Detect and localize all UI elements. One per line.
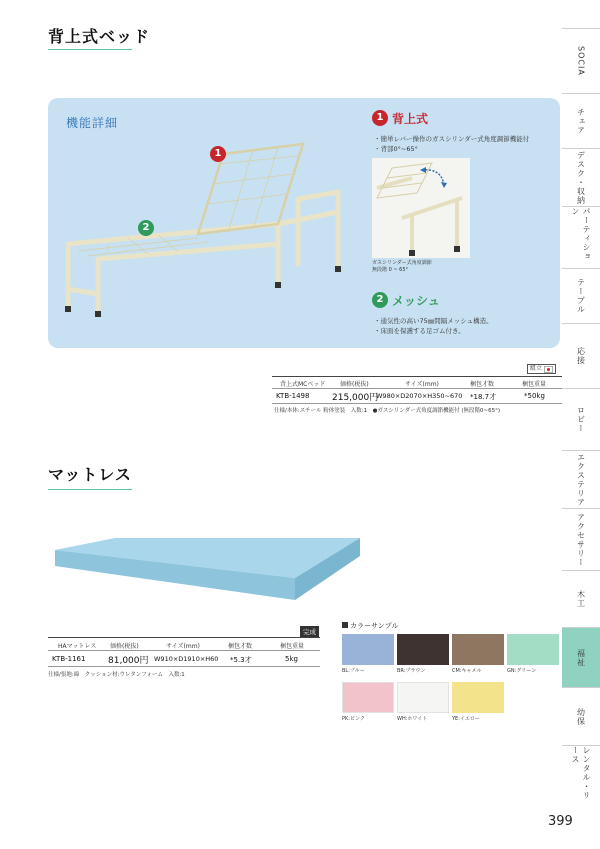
swatch-label: GN:グリーン: [507, 668, 537, 674]
package-volume: *18.7才: [470, 393, 497, 401]
mattress-image: [40, 520, 370, 610]
table-rule: [48, 637, 320, 638]
swatch-label: BR:ブラウン: [397, 668, 426, 674]
swatch-label: YE:イエロー: [452, 716, 480, 722]
swatch-green: [507, 634, 559, 665]
heading-underline: [48, 489, 132, 490]
page-number: 399: [548, 814, 573, 829]
spec-header: 梱包才数: [228, 643, 253, 650]
tab-welfare[interactable]: [562, 627, 600, 687]
heading-underline: [48, 49, 132, 50]
assembly-label: 組立: [530, 365, 543, 372]
tab-label: エクステリア: [576, 452, 586, 507]
tab-label: ロビー: [576, 406, 586, 433]
spec-note: 仕様/張地:綿 クッション材:ウレタンフォーム 入数:1: [48, 672, 185, 678]
spec-header: サイズ(mm): [166, 643, 200, 650]
product-code: KTB-1498: [276, 392, 310, 400]
price: 215,000円: [332, 393, 379, 403]
package-volume: *5.3才: [230, 656, 252, 664]
spec-header: 梱包才数: [470, 381, 495, 388]
feature1-number: 1: [372, 110, 388, 126]
feature1-marker: 1: [210, 146, 226, 162]
feature1-bullet: ・簡単レバー操作のガスシリンダー式角度調節機能付: [374, 135, 530, 143]
tab-label: チェア: [576, 107, 586, 135]
swatch-label: WH:ホワイト: [397, 716, 428, 722]
price: 81,000円: [108, 656, 149, 666]
bed-heading: 背上式ベッド: [48, 27, 151, 46]
feature2-bullet: ・床面を保護する足ゴム付き。: [374, 327, 465, 335]
tab-label: 木工: [576, 590, 586, 608]
tab-label: デスク・収納: [576, 150, 586, 205]
size: W910×D1910×H60: [154, 655, 219, 663]
tab-exterior[interactable]: [562, 450, 600, 508]
swatch-label: BL:ブルー: [342, 668, 365, 674]
mattress-heading: マットレス: [48, 465, 132, 484]
status-badge: 完成: [300, 626, 319, 637]
table-rule: [272, 388, 562, 389]
bed-image: [48, 134, 358, 324]
spec-header: HAマットレス: [58, 643, 97, 650]
tab-desk-storage[interactable]: [562, 148, 600, 206]
color-sample-title: カラーサンプル: [342, 621, 398, 631]
swatch-blue: [342, 634, 394, 665]
caption-line: ガスシリンダー式角度調節: [372, 260, 432, 266]
tab-table[interactable]: [562, 268, 600, 323]
table-rule: [48, 666, 320, 667]
japan-flag-icon: [544, 366, 553, 373]
closeup-caption: [372, 260, 432, 274]
swatch-brown: [397, 634, 449, 665]
size: W980×D2070×H350~670: [376, 392, 463, 400]
tab-chair[interactable]: [562, 93, 600, 148]
swatch-camel: [452, 634, 504, 665]
tab-partition[interactable]: [562, 206, 600, 268]
feature2-marker: 2: [138, 220, 154, 236]
package-weight: *50kg: [524, 392, 545, 400]
swatch-label: CM:キャメル: [452, 668, 482, 674]
tab-socia[interactable]: [562, 28, 600, 93]
tab-label: 福祉: [576, 648, 586, 667]
spec-header: 価格(税抜): [340, 381, 369, 388]
tab-label: レンタル・リース: [571, 746, 591, 800]
swatch-label: PK:ピンク: [342, 716, 365, 722]
tab-accessory[interactable]: [562, 508, 600, 570]
table-rule: [272, 376, 562, 377]
spec-header: サイズ(mm): [405, 381, 439, 388]
tab-label: 応接: [576, 347, 586, 365]
swatch-yellow: [452, 682, 504, 713]
feature2-title: メッシュ: [392, 294, 440, 308]
tab-label: アクセサリー: [576, 512, 586, 567]
feature1-title: 背上式: [392, 112, 429, 126]
caption-line: 無段階 0 ~ 65°: [372, 267, 409, 273]
tab-childcare[interactable]: [562, 687, 600, 745]
tab-label: テーブル: [576, 278, 586, 314]
panel-title: 機能詳細: [66, 116, 119, 130]
spec-header: 梱包重量: [280, 643, 305, 650]
feature-panel: [48, 98, 560, 348]
table-rule: [272, 403, 562, 404]
feature1-bullet: ・背部0°~65°: [374, 145, 418, 153]
tab-reception[interactable]: [562, 323, 600, 388]
tab-woodwork[interactable]: [562, 570, 600, 627]
assembly-badge: [527, 364, 556, 374]
feature2-number: 2: [372, 292, 388, 308]
tab-rental-lease[interactable]: [562, 745, 600, 805]
swatch-white: [397, 682, 449, 713]
spec-note: 仕様/本体:スチール 粉体塗装 入数:1 ●ガスシリンダー式角度調節機能付 (無段階0~65°): [274, 408, 501, 414]
tab-label: 幼保: [576, 707, 586, 726]
tab-label: SOCIA: [576, 46, 586, 76]
spec-header: 背上式MCベッド: [280, 381, 326, 388]
spec-header: 価格(税抜): [110, 643, 139, 650]
swatch-pink: [342, 682, 394, 713]
feature2-bullet: ・通気性の高い75㎜間隔メッシュ構造。: [374, 317, 493, 325]
product-code: KTB-1161: [52, 655, 86, 663]
package-weight: 5kg: [285, 655, 298, 663]
tab-label: パーティション: [571, 207, 591, 261]
spec-header: 梱包重量: [522, 381, 547, 388]
tab-lobby[interactable]: [562, 388, 600, 450]
backrest-closeup-image: [372, 158, 470, 258]
table-rule: [48, 650, 320, 651]
